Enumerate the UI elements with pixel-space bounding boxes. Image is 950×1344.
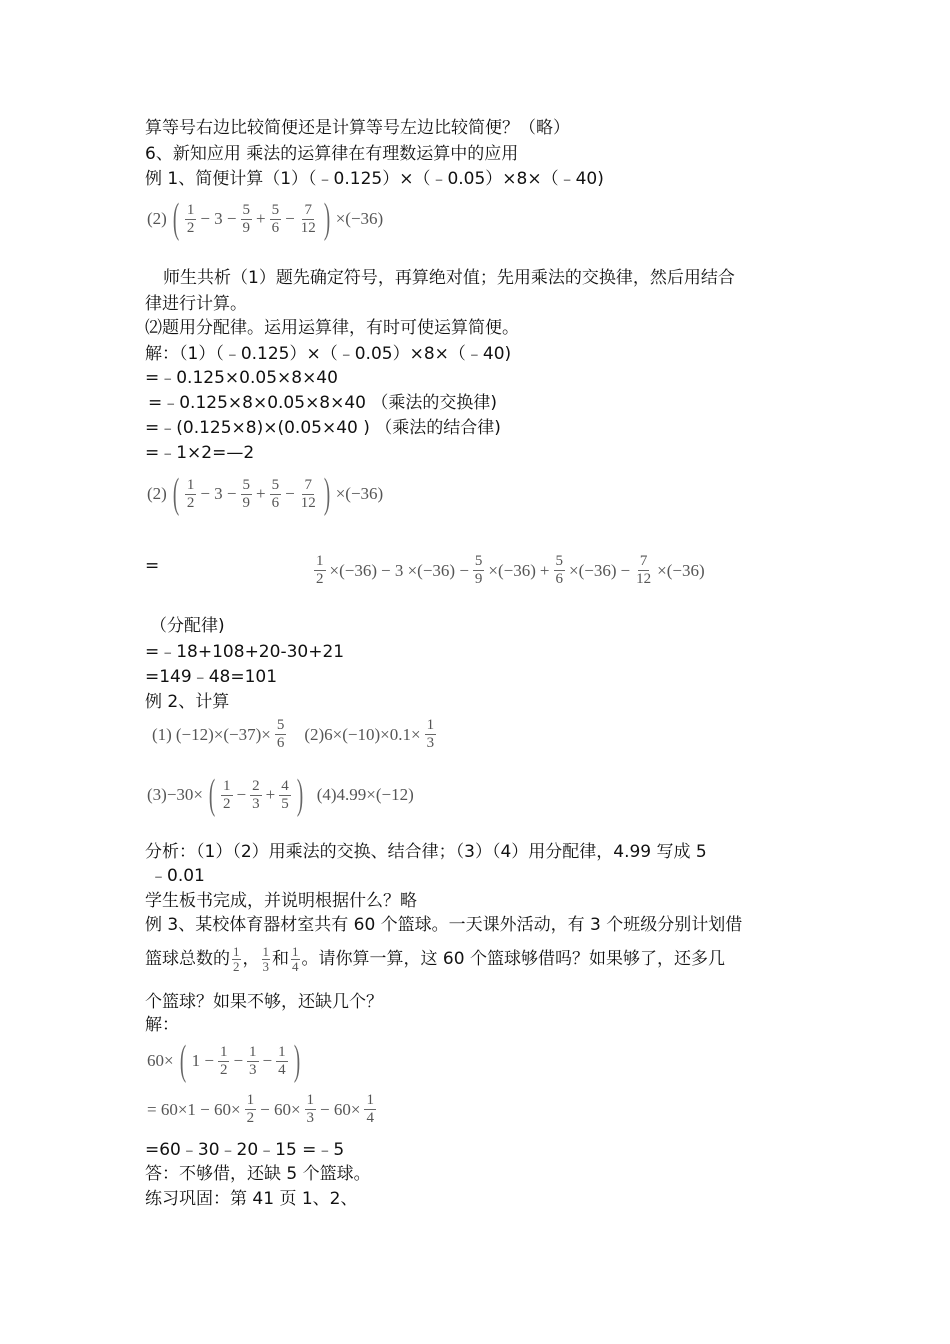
analysis-line: ﹣0.01	[150, 866, 205, 886]
example-3-line: 篮球总数的 $\frac{1}{2}$ ， $\frac{1}{3}$ 和 $\frac{1}{4}$ 。请你算一算，这 60 个篮球够借吗？如果够了，还多几	[145, 943, 725, 974]
text-line: 算等号右边比较简便还是计算等号左边比较简便？（略）	[145, 118, 570, 138]
solution-line: =﹣1×2=—2	[145, 443, 255, 463]
text-line: 个篮球？如果不够，还缺几个？	[145, 992, 383, 1012]
formula-sol-2: (2) ( $\frac{1}{2}$ − 3 − $\frac{5}{9}$ + $\frac{5}{6}$ − $\frac{7}{12}$ ) ×(−36)	[147, 471, 384, 517]
solution-line: =149﹣48=101	[145, 667, 278, 687]
text-line: 律进行计算。	[145, 294, 247, 314]
formula-distributed: $\frac{1}{2}$ ×(−36) − 3 ×(−36) − $\frac{5}{9}$ ×(−36) + $\frac{5}{6}$ ×(−36) − $\frac{7}{12}$ ×(−36)	[316, 553, 705, 587]
formula-ex3-step: = 60×1 − 60× $\frac{1}{2}$ − 60× $\frac{1}{3}$ − 60× $\frac{1}{4}$	[147, 1092, 374, 1126]
solution-line: =﹣18+108+20-30+21	[145, 642, 345, 662]
example-2-heading: 例 2、计算	[145, 692, 230, 712]
solution-line: =60﹣30﹣20﹣15 =﹣5	[145, 1140, 345, 1160]
text-line: 学生板书完成，并说明根据什么？略	[145, 891, 417, 911]
text-line: 师生共析（1）题先确定符号，再算绝对值；先用乘法的交换律，然后用结合	[163, 268, 735, 288]
analysis-line: 分析：（1）（2）用乘法的交换、结合律；（3）（4）用分配律，4.99 写成 5	[145, 842, 707, 862]
solution-line: =﹣(0.125×8)×(0.05×40 ) （乘法的结合律)	[145, 418, 501, 438]
formula-ex1-2: (2) ( $\frac{1}{2}$ − 3 − $\frac{5}{9}$ + $\frac{5}{6}$ − $\frac{7}{12}$ ) ×(−36)	[147, 196, 384, 242]
practice-line: 练习巩固：第 41 页 1、2、	[145, 1189, 358, 1209]
text-line: （分配律)	[150, 616, 225, 636]
section-heading: 6、新知应用 乘法的运算律在有理数运算中的应用	[145, 144, 519, 164]
example-3-heading: 例 3、某校体育器材室共有 60 个篮球。一天课外活动，有 3 个班级分别计划借	[145, 915, 743, 935]
answer-line: 答：不够借，还缺 5 个篮球。	[145, 1164, 371, 1184]
solution-line: =﹣0.125×0.05×8×40	[145, 368, 338, 388]
solution-label: 解：	[145, 1015, 179, 1035]
example-1-heading: 例 1、简便计算（1）（﹣0.125）×（﹣0.05）×8×（﹣40)	[145, 169, 604, 189]
solution-line: =﹣0.125×8×0.05×8×40 （乘法的交换律)	[148, 393, 498, 413]
text-line: ⑵题用分配律。运用运算律，有时可使运算简便。	[145, 318, 519, 338]
formula-ex2-1-2: (1) (−12)×(−37)× $\frac{5}{6}$ (2)6×(−10)×0.1× $\frac{1}{3}$	[152, 717, 435, 751]
equals-sign: =	[145, 556, 160, 576]
formula-ex3: 60× ( 1 − $\frac{1}{2}$ − $\frac{1}{3}$ − $\frac{1}{4}$ )	[147, 1038, 300, 1084]
solution-line: 解：（1）（﹣0.125）×（﹣0.05）×8×（﹣40)	[145, 344, 512, 364]
formula-ex2-3-4: (3)−30× ( $\frac{1}{2}$ − $\frac{2}{3}$ + $\frac{4}{5}$ ) (4)4.99×(−12)	[147, 772, 414, 818]
